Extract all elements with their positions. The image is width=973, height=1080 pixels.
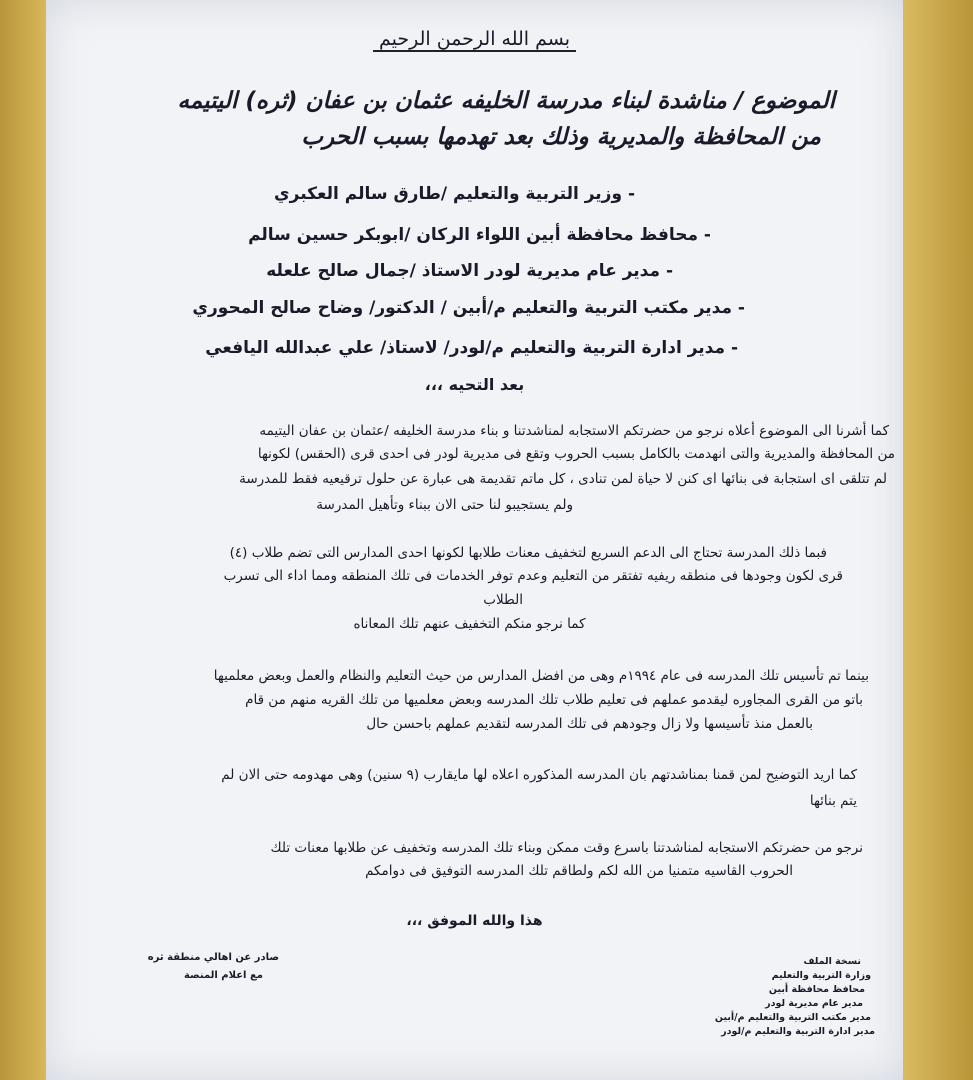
subject-line-2: من المحافظة والمديرية وذلك بعد تهدمها بسبب الحرب: [301, 124, 821, 150]
cc-list-item: مدير مكتب التربية والتعليم م/أبين: [714, 1012, 871, 1023]
greeting: بعد التحيه ،،،: [424, 375, 525, 394]
cc-list-item: مدير ادارة التربية والتعليم م/لودر: [721, 1026, 875, 1037]
basmala-heading: بسم الله الرحمن الرحيم: [46, 28, 903, 50]
recipient-line: - وزير التربية والتعليم /طارق سالم العكبري: [274, 184, 635, 204]
paragraph-3-line: بينما تم تأسيس تلك المدرسه فى عام ١٩٩٤م وهى من افضل المدارس من حيث التعليم والنظام والعمل وبعض معلميها: [213, 668, 869, 684]
paragraph-3-line: باتو من القرى المجاوره ليقدمو عملهم فى تعليم طلاب تلك المدرسه وبعض معلميها من تلك القريه منهم من قام: [245, 692, 863, 708]
cc-list-item: وزارة التربية والتعليم: [771, 970, 871, 981]
subject-line-1: الموضوع / مناشدة لبناء مدرسة الخليفه عثمان بن عفان (ثره) اليتيمه: [177, 88, 835, 114]
paragraph-1-line: كما أشرنا الى الموضوع أعلاه نرجو من حضرتكم الاستجابه لمناشدتنا و بناء مدرسة الخليفه /عثمان بن عفان اليتيمه: [259, 423, 889, 439]
recipient-line: - محافظ محافظة أبين اللواء الركان /ابوبكر حسين سالم: [248, 225, 711, 245]
paragraph-2-line: قرى لكون وجودها فى منطقه ريفيه تفتقر من التعليم وعدم توفر الخدمات فى تلك المنطقه ومما اداء الى تسرب: [223, 568, 843, 584]
signature-line: مع اعلام المنصة: [183, 970, 263, 981]
recipient-line: - مدير ادارة التربية والتعليم م/لودر/ لاستاذ/ علي عبدالله اليافعي: [205, 338, 738, 358]
cc-list-item: محافظ محافظة أبين: [768, 984, 865, 995]
paragraph-2-line: كما نرجو منكم التخفيف عنهم تلك المعاناه: [353, 616, 586, 632]
letter-paper: [46, 0, 903, 1080]
paragraph-4-line: يتم بنائها: [809, 793, 857, 809]
paragraph-2-line: الطلاب: [483, 592, 523, 608]
closing-line: هذا والله الموفق ،،،: [406, 913, 543, 929]
paragraph-1-line: لم تتلقى اى استجابة فى بنائها اى كنن لا حياة لمن تنادى ، كل ماتم تقديمة هى عبارة عن حلول ترقيعيه فقط للمدرسة: [239, 471, 887, 487]
wall-background-left: [0, 0, 46, 1080]
paragraph-3-line: بالعمل منذ تأسيسها ولا زال وجودهم فى تلك المدرسه لتقديم عملهم باحسن حال: [366, 716, 813, 732]
paragraph-1-line: ولم يستجيبو لنا حتى الان ببناء وتأهيل المدرسة: [316, 497, 573, 513]
paragraph-1-line: من المحافظة والمديرية والتى انهدمت بالكامل بسبب الحروب وتقع فى مديرية لودر فى احدى قرى (الحقس) لكونها: [257, 446, 895, 462]
cc-list-item: نسخة الملف: [803, 956, 861, 967]
paragraph-5-line: الحروب القاسيه متمنيا من الله لكم ولطاقم تلك المدرسه التوفيق فى دوامكم: [365, 863, 793, 879]
wall-background-right: [903, 0, 973, 1080]
recipient-line: - مدير مكتب التربية والتعليم م/أبين / الدكتور/ وضاح صالح المحوري: [192, 298, 745, 318]
paragraph-5-line: نرجو من حضرتكم الاستجابه لمناشدتنا باسرع وقت ممكن وبناء تلك المدرسه وتخفيف عن طلابها معنات تلك: [270, 840, 863, 856]
paragraph-4-line: كما اريد التوضيح لمن قمنا بمناشدتهم بان المدرسه المذكوره اعلاه لها مايقارب (٩ سنين) وهى مهدومه حتى الان لم: [221, 767, 857, 783]
paragraph-2-line: فبما ذلك المدرسة تحتاج الى الدعم السريع لتخفيف معنات طلابها لكونها احدى المدارس التى تضم طلاب (٤): [229, 545, 827, 561]
signature-line: صادر عن اهالي منطقة ثره: [147, 952, 279, 963]
recipient-line: - مدير عام مديرية لودر الاستاذ /جمال صالح علعله: [266, 261, 673, 281]
cc-list-item: مدير عام مديرية لودر: [765, 998, 863, 1009]
